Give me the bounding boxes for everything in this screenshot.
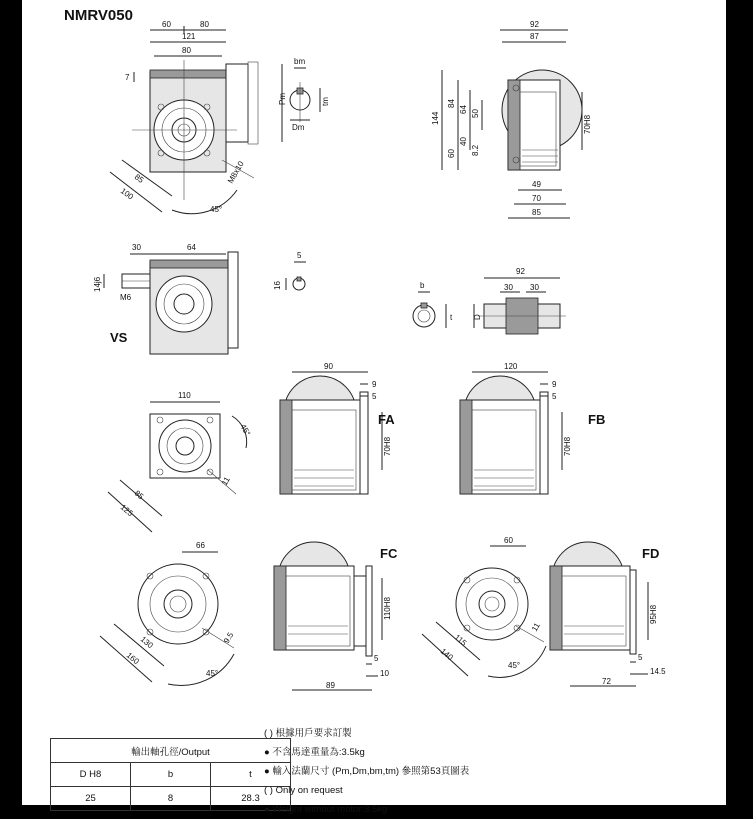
note-item: ( ) Only on request xyxy=(264,785,343,796)
angle-45-fd: 45° xyxy=(508,661,521,670)
dim-87: 87 xyxy=(530,32,539,41)
dim-120: 120 xyxy=(504,362,518,371)
fa-side-view xyxy=(280,372,382,494)
note-item: ● 輸入法蘭尺寸 (Pm,Dm,bm,tm) 參照第53頁圖表 xyxy=(264,766,470,777)
drawing-sheet xyxy=(22,0,726,815)
dim-100: 100 xyxy=(118,186,135,202)
dim-115: 115 xyxy=(452,632,469,648)
dim-11-fd: 11 xyxy=(529,621,542,633)
dim-pm: Pm xyxy=(278,93,287,105)
dim-m6: M6 xyxy=(120,293,132,302)
dim-11: 11 xyxy=(219,475,232,487)
dim-9-5: 9.5 xyxy=(221,630,236,645)
dim-d: D xyxy=(473,314,482,320)
fc-side-view xyxy=(274,542,382,690)
dim-5-fc: 5 xyxy=(374,654,379,663)
dim-95h8: 95H8 xyxy=(649,604,658,624)
dim-9-fa: 9 xyxy=(372,380,377,389)
table-row xyxy=(51,787,291,811)
dim-110: 110 xyxy=(178,391,191,400)
dim-60: 60 xyxy=(162,20,171,29)
label-vs: VS xyxy=(110,330,128,345)
dim-m8x10: M8x10 xyxy=(225,159,246,185)
dim-92-hollow: 92 xyxy=(516,267,525,276)
dim-90: 90 xyxy=(324,362,333,371)
col-header: t xyxy=(211,763,291,787)
col-header: D H8 xyxy=(51,763,131,787)
table-heading: 輸出軸孔徑/Output xyxy=(51,739,291,763)
dim-121: 121 xyxy=(182,32,196,41)
note-item: ( ) 根據用戶要求訂製 xyxy=(264,728,352,739)
dim-dm: Dm xyxy=(292,123,305,132)
fc-flange-plan xyxy=(100,552,234,685)
dim-85: 85 xyxy=(132,172,146,185)
dim-84: 84 xyxy=(447,99,456,108)
notes-block xyxy=(264,724,469,819)
dim-49: 49 xyxy=(532,180,541,189)
label-fd: FD xyxy=(642,546,660,561)
dim-70h8: 70H8 xyxy=(583,114,592,134)
dim-10: 10 xyxy=(380,669,389,678)
dim-bm: bm xyxy=(294,57,306,66)
dim-50: 50 xyxy=(471,109,480,118)
dim-9-fb: 9 xyxy=(552,380,557,389)
dim-70h8-fb: 70H8 xyxy=(563,436,572,456)
label-fc: FC xyxy=(380,546,398,561)
col-header: b xyxy=(131,763,211,787)
angle-45: 45° xyxy=(210,205,223,214)
dim-140: 140 xyxy=(438,646,455,663)
cell-dh8: 25 xyxy=(51,787,131,811)
dim-40: 40 xyxy=(459,137,468,146)
dim-t: t xyxy=(450,313,453,322)
dim-14-5: 14.5 xyxy=(650,667,666,676)
input-key-detail xyxy=(290,68,320,122)
output-bore-table xyxy=(50,738,291,811)
dim-70h8-fa: 70H8 xyxy=(383,436,392,456)
dim-tm: tm xyxy=(321,97,330,106)
dim-14j6: 14j6 xyxy=(93,276,102,292)
dim-5-fb: 5 xyxy=(552,392,557,401)
side-view xyxy=(442,30,582,218)
hollow-shaft-detail xyxy=(413,278,566,334)
dim-125: 125 xyxy=(118,502,135,519)
fd-side-view xyxy=(550,542,648,686)
model-title: NMRV050 xyxy=(64,7,133,24)
dim-72: 72 xyxy=(602,677,611,686)
label-fb: FB xyxy=(588,412,606,427)
dim-110h8: 110H8 xyxy=(383,597,392,620)
dim-89: 89 xyxy=(326,681,335,690)
dim-66: 66 xyxy=(196,541,205,550)
dim-60: 60 xyxy=(447,149,456,158)
angle-45-fa: 45° xyxy=(238,422,253,438)
dim-70: 70 xyxy=(532,194,541,203)
dim-130: 130 xyxy=(138,634,155,651)
label-fa: FA xyxy=(378,412,395,427)
dim-144: 144 xyxy=(431,111,440,125)
dim-85-fa: 85 xyxy=(132,488,146,502)
dim-5: 5 xyxy=(297,251,302,260)
cell-b: 8 xyxy=(131,787,211,811)
dim-80: 80 xyxy=(200,20,209,29)
fd-flange-plan xyxy=(422,546,546,677)
dim-7: 7 xyxy=(125,73,130,82)
note-item: ● 不含馬達重量為:3.5kg xyxy=(264,747,365,758)
angle-45-fc: 45° xyxy=(206,669,219,678)
dim-64-vs: 64 xyxy=(187,243,196,252)
dim-80b: 80 xyxy=(182,46,191,55)
dim-160: 160 xyxy=(124,650,141,667)
dim-5-fd: 5 xyxy=(638,653,643,662)
dim-92: 92 xyxy=(530,20,539,29)
vs-key-detail xyxy=(286,262,306,290)
dim-30a: 30 xyxy=(504,283,513,292)
dim-5-fa: 5 xyxy=(372,392,377,401)
dim-b: b xyxy=(420,281,425,290)
dim-30b: 30 xyxy=(530,283,539,292)
dim-85b: 85 xyxy=(532,208,541,217)
note-item: ● Weight without motor:3.5kg xyxy=(264,804,388,815)
dim-8-2: 8.2 xyxy=(471,144,480,156)
dim-30: 30 xyxy=(132,243,141,252)
technical-drawing xyxy=(22,0,726,805)
cell-t: 28.3 xyxy=(211,787,291,811)
dim-60-fd: 60 xyxy=(504,536,513,545)
fb-side-view xyxy=(460,372,562,494)
dim-16: 16 xyxy=(273,281,282,290)
front-view xyxy=(110,26,282,214)
dim-64: 64 xyxy=(459,105,468,114)
